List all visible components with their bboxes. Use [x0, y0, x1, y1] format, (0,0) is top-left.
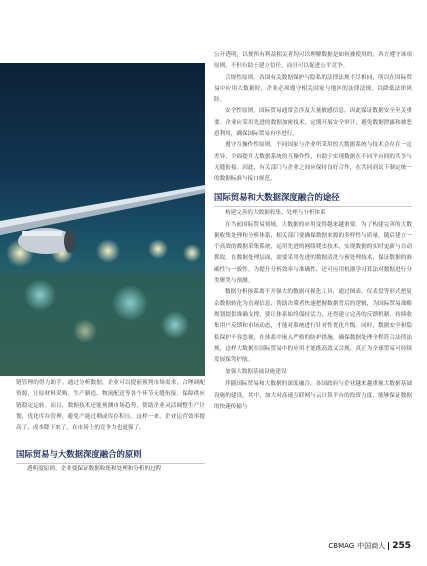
- paragraph: 透明度原则。企业要保证数据收集和处理和分析的过程: [27, 466, 162, 473]
- paragraph: 公开透明，以便所有利益相关者均可以理解数据是如何被使用的。各方遵守该项原则，不但有助于建立信任，而且可以促进公平竞争。: [214, 52, 412, 70]
- footer-divider: [388, 542, 389, 550]
- paragraph: 遵守互操作性原则。不同国家与企业所采用的大数据系统与技术会存在一定差异，全面提升大数据系统的互操作性，有助于实现数据在不同平台间的共享与无缝衔接。因此，有关部门与企业之间应保持良好合作，在共同商议下制定统一的数据标准与接口规范。: [214, 142, 412, 183]
- section-heading: 国际贸易和大数据深度融合的途径: [214, 191, 412, 207]
- left-column: [16, 378, 205, 476]
- paragraph: 合规性原则。各国有关数据保护与隐私的法律法规不尽相同，所以在国际贸易中应用大数据时，企业必须遵守相关国家与地区的法律法规，以降低法律风险。: [214, 74, 412, 104]
- subsection-heading: 加强大数据基础设施建设: [225, 369, 287, 376]
- page-number: 255: [392, 541, 411, 551]
- page-footer: [328, 541, 411, 551]
- paragraph: 在当前国际贸易领域，大数据的应用变得越来越重要。为了构建完善的大数据收集处理和分析体系，相关部门要确保数据来源的多样性与质量。随后建立一个高效的数据采集系统，运用先进的网络爬虫技术，实现数据的实时更新与自动抓取。在数据处理层面，需要采用先进的数据清洗与预处理技术，保证数据的准确性与一致性。为提升分析效率与准确性，还可应用机器学习算法对数据进行分类聚类与预测。: [214, 221, 412, 285]
- section-heading: 国际贸易与大数据深度融合的原则: [16, 448, 205, 464]
- magazine-name: 中国商人: [357, 542, 386, 550]
- paragraph: 安全性原则。国际贸易通常会涉及大量敏感信息，因此保证数据安全至关重要。企业应采用先进的数据加密技术，定期开展安全审计，避免数据泄露和被恶意利用，确保国际贸易有序进行。: [214, 108, 412, 138]
- airplane-illustration: [0, 63, 205, 376]
- paragraph: 链管理的得力助手。通过分析数据，企业可以提前预判市场需求，合理调配资源，让原材料采购、生产制造、物流配送等各个环节无缝衔接，保障供应链稳定运转。而且，数据技术还能预测市场趋势，帮助企业灵活调整生产计划，优化库存管理，避免产能过剩或库存积压。这样一来，企业运营效率提高了，成本降下来了，在市场上的竞争力也更强了。: [16, 380, 205, 432]
- paragraph: 伴随国际贸易和大数据的深度融合，各国政府与企业越来越重视大数据基础设施的建设。其中，加大对高速互联网与云计算平台的投资力度，能够保证数据的快速传输与: [214, 381, 412, 411]
- subsection-heading: 构建完善的大数据收集、处理与分析体系: [225, 209, 326, 216]
- paragraph: 数据分析体系离不开强大的数据可视化工具，通过图表、仪表盘等形式把复杂数据转化为直观信息，帮助决策者快速把握数据背后的逻辑，为国际贸易战略规划提供准确支撑。要让体系始终保持活力，还得建立完善的反馈机制，持续收集用户反馈和市场动态，才能对系统进行针对性优化升级。同时，数据安全和隐私保护不容忽视，在体系中嵌入严格的防护措施，确保数据处理全程符合法律法规，这样大数据在国际贸易中的应用才能既高效又合规，真正为全球贸易可持续发展保驾护航。: [214, 289, 412, 364]
- magazine-brand: CBMAG: [328, 542, 355, 550]
- right-column: [214, 50, 412, 413]
- airplane-photo: [0, 63, 205, 376]
